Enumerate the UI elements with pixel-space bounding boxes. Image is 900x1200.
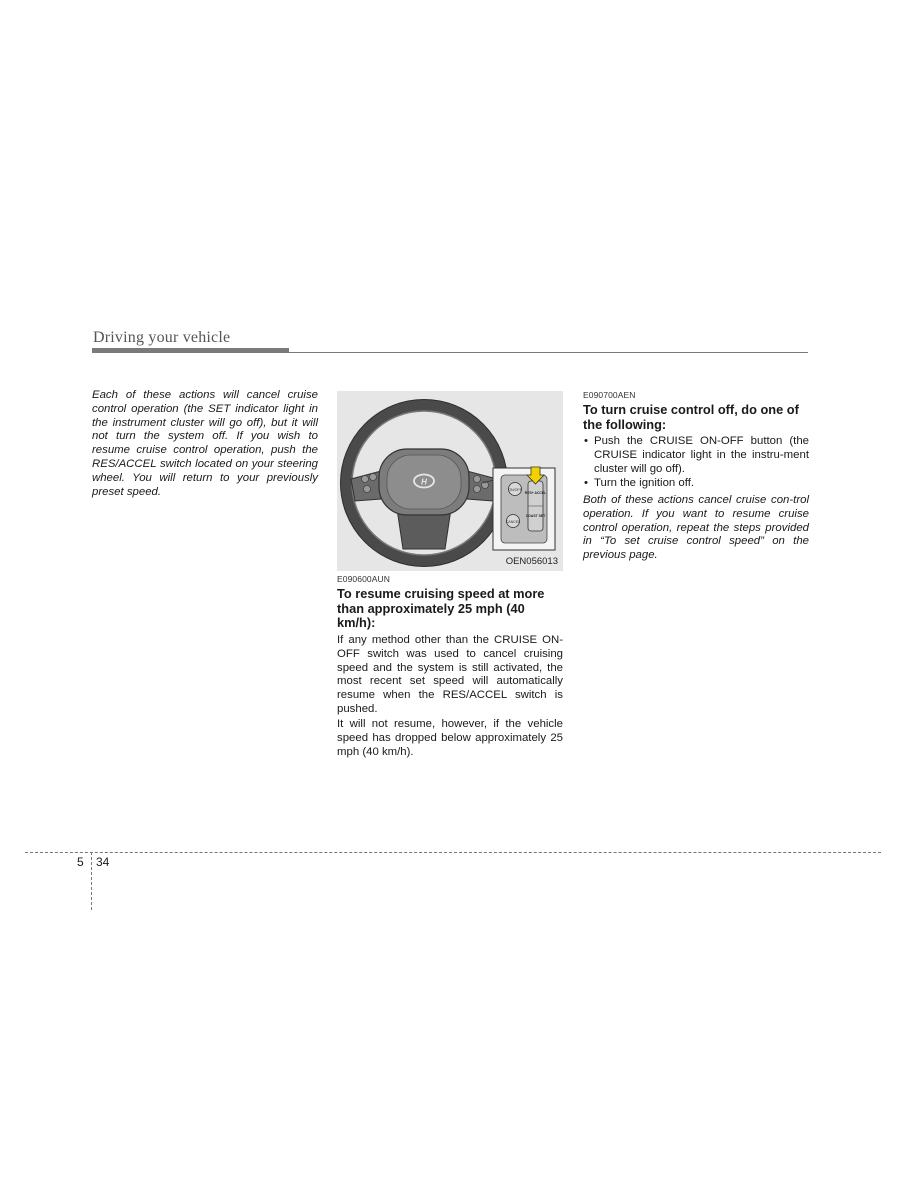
body-paragraph: It will not resume, however, if the vehicle speed has dropped below approximately 25 mph (40 km/h).	[337, 718, 563, 758]
bullet-list	[583, 435, 809, 492]
page-number: 34	[96, 855, 110, 869]
steering-wheel-figure	[337, 391, 563, 571]
cancel-note: Both of these actions cancel cruise con-trol operation. If you want to resume cruise control operation, repeat the steps provided in “To set cruise control speed” on the previous page.	[583, 494, 809, 562]
section-code: E090600AUN	[337, 574, 390, 584]
section-heading: To resume cruising speed at more than approximately 25 mph (40 km/h):	[337, 586, 545, 630]
section-title: Driving your vehicle	[93, 329, 231, 346]
footer-rule	[25, 852, 881, 853]
steering-wheel-illustration	[337, 391, 563, 571]
list-item: • Push the CRUISE ON-OFF button (the CRUISE indicator light in the instru-ment cluster will go off).	[583, 435, 809, 476]
section-code: E090700AEN	[583, 390, 636, 400]
res-accel-label: RES+ ACCEL	[524, 491, 547, 495]
footer-divider	[91, 852, 92, 910]
header-rule	[92, 352, 808, 353]
chapter-number: 5	[77, 855, 84, 869]
figure-code: OEN056013	[505, 556, 558, 567]
section-heading: To turn cruise control off, do one of the following:	[583, 402, 799, 432]
list-item: • Turn the ignition off.	[583, 477, 809, 491]
cancel-note: Each of these actions will cancel cruise control operation (the SET indicator light in the instrument cluster will go off), but it will not turn the system off. If you wish to resume cruise control operation, push the RES/ACCEL switch located on your steering wheel. You will return to your previously preset speed.	[92, 389, 318, 498]
cancel-label: CANCEL	[505, 520, 521, 524]
svg-text:H: H	[421, 477, 427, 487]
coast-set-label: COAST SET	[525, 514, 546, 518]
on-off-label: ON/OFF	[508, 488, 522, 492]
body-paragraph: If any method other than the CRUISE ON-OFF switch was used to cancel cruising speed and the system is still activated, the most recent set speed will automatically resume when the RES/ACCEL switch is pushed.	[337, 634, 563, 715]
